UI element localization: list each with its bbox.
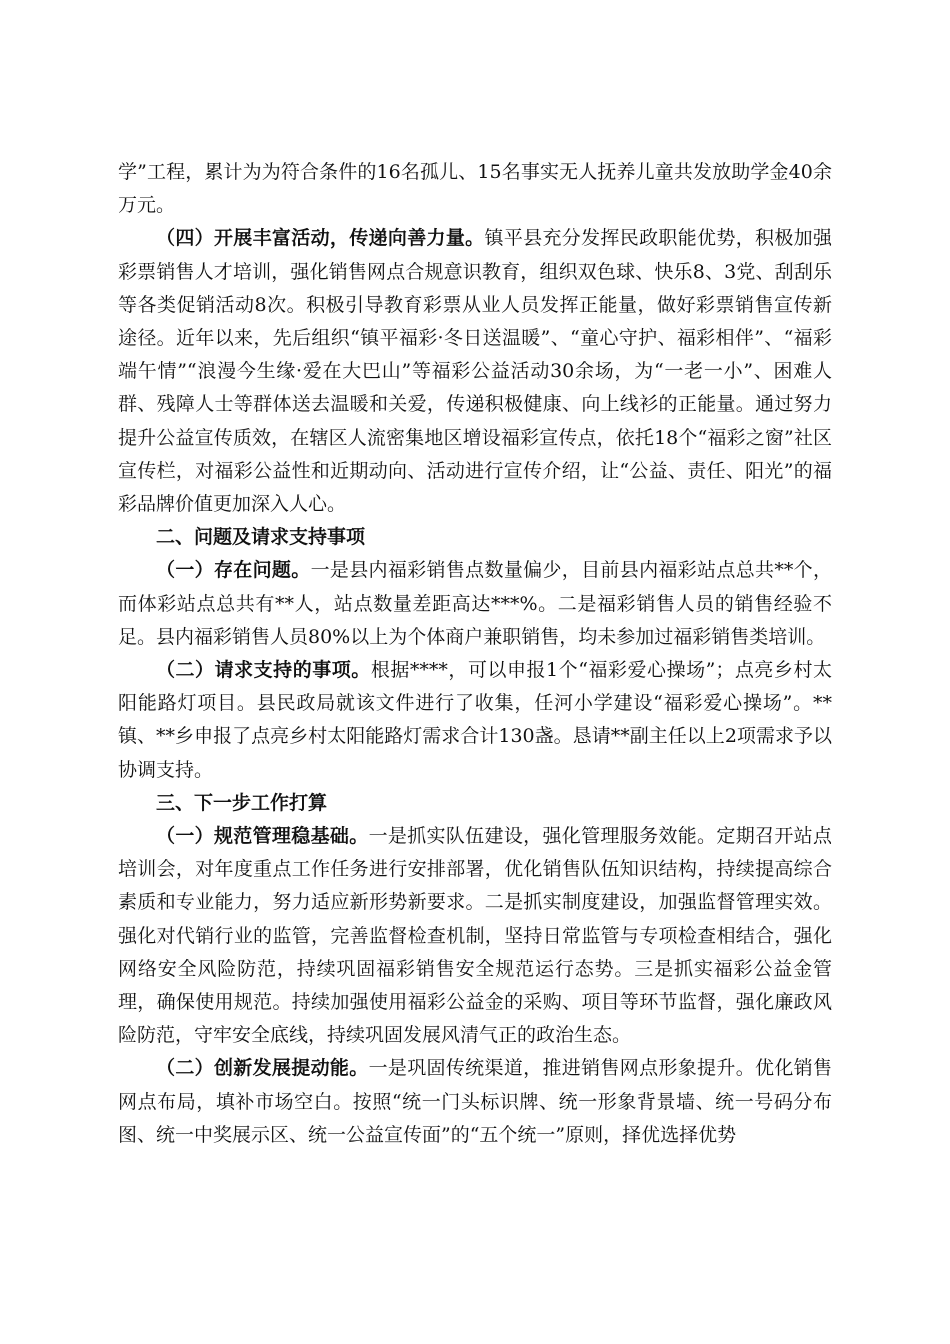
paragraph-standard-management — [118, 820, 832, 1052]
paragraph-innovation — [118, 1052, 832, 1152]
paragraph-text: 根据****，可以申报1个“福彩爱心操场”；点亮乡村太阳能路灯项目。县民政局就该文件进行了收集，任河小学建设“福彩爱心操场”。**镇、**乡申报了点亮乡村太阳能路灯需求合计130盏。恳请**副主任以上2项需求予以协调支持。 — [118, 659, 832, 781]
paragraph-lead: （一）存在问题。 — [156, 559, 311, 582]
paragraph-text: 学”工程，累计为为符合条件的16名孤儿、15名事实无人抚养儿童共发放助学金40余万元。 — [118, 161, 832, 217]
paragraph-lead: （一）规范管理稳基础。 — [156, 825, 369, 848]
paragraph-support-requests — [118, 654, 832, 787]
paragraph-continuation — [118, 156, 832, 222]
paragraph-text: 一是抓实队伍建设，强化管理服务效能。定期召开站点培训会，对年度重点工作任务进行安排部署，优化销售队伍知识结构，持续提高综合素质和专业能力，努力适应新形势新要求。二是抓实制度建设，加强监督管理实效。强化对代销行业的监管，完善监督检查机制，坚持日常监管与专项检查相结合，强化网络安全风险防范，持续巩固福彩销售安全规范运行态势。三是抓实福彩公益金管理，确保使用规范。持续加强使用福彩公益金的采购、项目等环节监督，强化廉政风险防范，守牢安全底线，持续巩固发展风清气正的政治生态。 — [118, 825, 832, 1047]
section-heading-problems — [118, 521, 832, 554]
section-heading-next-steps — [118, 787, 832, 820]
paragraph-text: 一是县内福彩销售点数量偏少，目前县内福彩站点总共**个，而体彩站点总共有**人，站点数量差距高达***%。二是福彩销售人员的销售经验不足。县内福彩销售人员80%以上为个体商户兼职销售，均未参加过福彩销售类培训。 — [118, 559, 832, 648]
paragraph-lead: （二）请求支持的事项。 — [156, 659, 371, 682]
paragraph-existing-problems — [118, 554, 832, 654]
paragraph-text: 镇平县充分发挥民政职能优势，积极加强彩票销售人才培训，强化销售网点合规意识教育，组织双色球、快乐8、3党、刮刮乐等各类促销活动8次。积极引导教育彩票从业人员发挥正能量，做好彩票销售宣传新途径。近年以来，先后组织“镇平福彩·冬日送温暖”、“童心守护、福彩相伴”、“福彩端午情”“浪漫今生缘·爱在大巴山”等福彩公益活动30余场，为“一老一小”、困难人群、残障人士等群体送去温暖和关爱，传递积极健康、向上线衫的正能量。通过努力提升公益宣传质效，在辖区人流密集地区增设福彩宣传点，依托18个“福彩之窗”社区宣传栏，对福彩公益性和近期动向、活动进行宣传介绍，让“公益、责任、阳光”的福彩品牌价值更加深入人心。 — [118, 227, 832, 516]
paragraph-lead: （四）开展丰富活动，传递向善力量。 — [156, 227, 485, 250]
paragraph-text: 一是巩固传统渠道，推进销售网点形象提升。优化销售网点布局，填补市场空白。按照“统一门头标识牌、统一形象背景墙、统一号码分布图、统一中奖展示区、统一公益宣传面”的“五个统一”原则，择优选择优势 — [118, 1057, 832, 1146]
heading-text: 二、问题及请求支持事项 — [156, 526, 366, 549]
paragraph-activities — [118, 222, 832, 521]
paragraph-lead: （二）创新发展提动能。 — [156, 1057, 369, 1080]
heading-text: 三、下一步工作打算 — [156, 791, 328, 814]
